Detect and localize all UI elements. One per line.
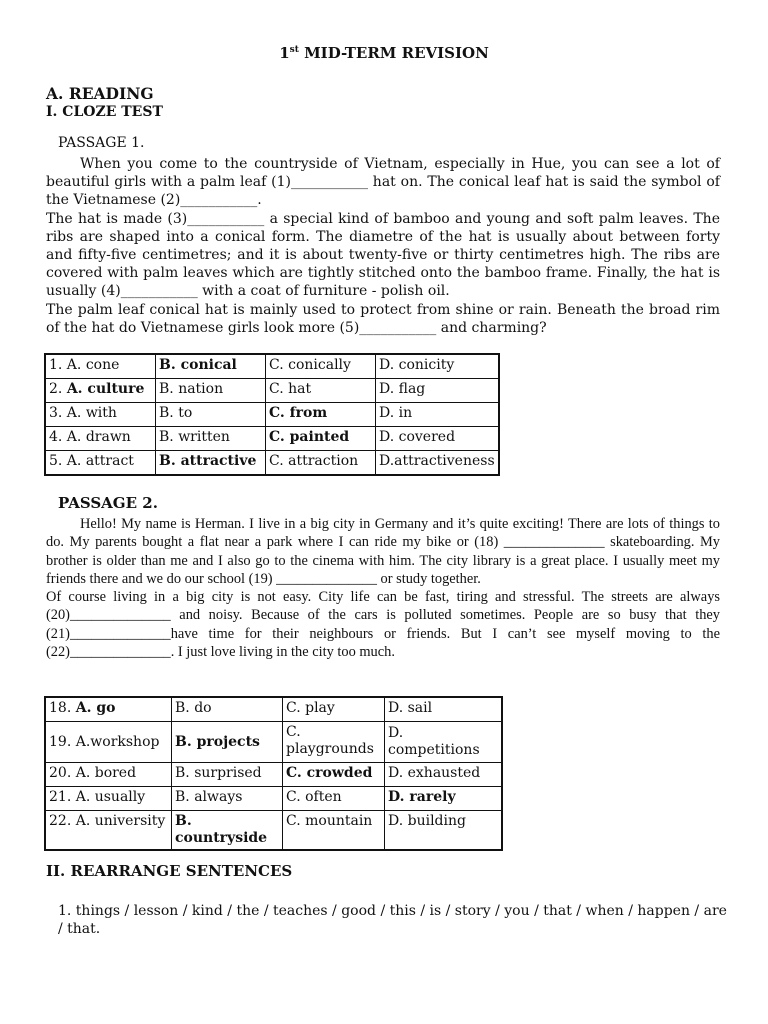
passage-1-options-table: [45, 354, 499, 475]
passage-1-paragraph: When you come to the countryside of Vietnam, especially in Hue, you can see a lot of beautiful girls with a palm leaf (1)___________ hat on. The conical leaf hat is said the symbol of the Vietnamese (2)___________.: [46, 156, 720, 209]
cloze-test-heading: I. CLOZE TEST: [46, 104, 163, 120]
table-cell: C. hat: [266, 379, 376, 403]
table-cell: C. mountain: [283, 811, 385, 850]
rearrange-item-1: 1. things / lesson / kind / the / teaches / good / this / is / story / you / that / when / happen / are / that.: [58, 903, 727, 937]
table-cell: C. attraction: [266, 451, 376, 475]
table-cell: D. flag: [376, 379, 499, 403]
table-cell: C. conically: [266, 355, 376, 379]
table-cell: 5. A. attract: [46, 451, 156, 475]
table-cell: 4. A. drawn: [46, 427, 156, 451]
table-cell: C. often: [283, 787, 385, 811]
table-cell: 3. A. with: [46, 403, 156, 427]
table-cell: D. in: [376, 403, 499, 427]
table-row: [46, 355, 499, 379]
passage-2-label: PASSAGE 2.: [58, 494, 158, 512]
table-cell: D. competitions: [385, 722, 502, 763]
passage-1-paragraph: The palm leaf conical hat is mainly used to protect from shine or rain. Beneath the broad rim of the hat do Vietnamese girls look more (5)___________ and charming?: [46, 301, 720, 336]
table-cell: 1. A. cone: [46, 355, 156, 379]
table-cell: B. conical: [156, 355, 266, 379]
passage-1-paragraph: The hat is made (3)___________ a special kind of bamboo and young and soft palm leaves. The ribs are shaped into a conical form. The diametre of the hat is usually about between forty and fifty-five centimetres; and it is about twenty-five or thirty centimetres high. The ribs are covered with palm leaves which are tightly stitched onto the bamboo frame. Finally, the hat is usually (4)___________ with a coat of furniture - polish oil.: [46, 210, 720, 300]
table-row: [46, 722, 502, 763]
table-cell: C. painted: [266, 427, 376, 451]
table-cell: D. rarely: [385, 787, 502, 811]
table-cell: 22. A. university: [46, 811, 172, 850]
table-row: [46, 379, 499, 403]
passage-1-label: PASSAGE 1.: [58, 135, 145, 151]
table-cell: B. countryside: [172, 811, 283, 850]
table-row: [46, 763, 502, 787]
table-cell: D.attractiveness: [376, 451, 499, 475]
table-row: [46, 698, 502, 722]
table-cell: D. building: [385, 811, 502, 850]
table-row: [46, 811, 502, 850]
table-cell: 19. A.workshop: [46, 722, 172, 763]
table-cell: C. from: [266, 403, 376, 427]
table-row: [46, 451, 499, 475]
passage-2-paragraph: Hello! My name is Herman. I live in a big city in Germany and it’s quite exciting! There are lots of things to do. My parents bought a flat near a park where I can ride my bike or (18) ______________ skateboarding. My brother is older than me and I also go to the cinema with him. The city library is a great place. I usually meet my friends there and we do our school (19) ______________ or study together.: [46, 516, 720, 587]
table-row: [46, 403, 499, 427]
table-cell: 18. A. go: [46, 698, 172, 722]
table-cell: B. to: [156, 403, 266, 427]
table-cell: D. covered: [376, 427, 499, 451]
table-cell: 2. A. culture: [46, 379, 156, 403]
table-cell: D. sail: [385, 698, 502, 722]
passage-2-paragraph: Of course living in a big city is not easy. City life can be fast, tiring and stressful. The streets are always (20)______________ and noisy. Because of the cars is polluted sometimes. People are so busy that they (21)______________have time for their neighbours or friends. But I can’t see myself moving to the (22)______________. I just love living in the city too much.: [46, 589, 720, 661]
passage-2-options-table: [45, 697, 502, 850]
table-cell: B. attractive: [156, 451, 266, 475]
table-cell: B. surprised: [172, 763, 283, 787]
table-cell: D. conicity: [376, 355, 499, 379]
table-row: [46, 787, 502, 811]
table-cell: B. always: [172, 787, 283, 811]
table-cell: C. play: [283, 698, 385, 722]
table-cell: C. playgrounds: [283, 722, 385, 763]
table-cell: B. nation: [156, 379, 266, 403]
table-cell: B. projects: [172, 722, 283, 763]
table-cell: C. crowded: [283, 763, 385, 787]
passage-1-text: [46, 155, 720, 337]
section-ii-heading: II. REARRANGE SENTENCES: [46, 862, 293, 880]
table-cell: 21. A. usually: [46, 787, 172, 811]
page-title: 1st MID-TERM REVISION: [279, 44, 489, 62]
table-cell: D. exhausted: [385, 763, 502, 787]
table-cell: B. do: [172, 698, 283, 722]
table-cell: B. written: [156, 427, 266, 451]
table-row: [46, 427, 499, 451]
table-cell: 20. A. bored: [46, 763, 172, 787]
passage-2-text: [46, 515, 720, 661]
section-a-heading: A. READING: [46, 84, 154, 103]
